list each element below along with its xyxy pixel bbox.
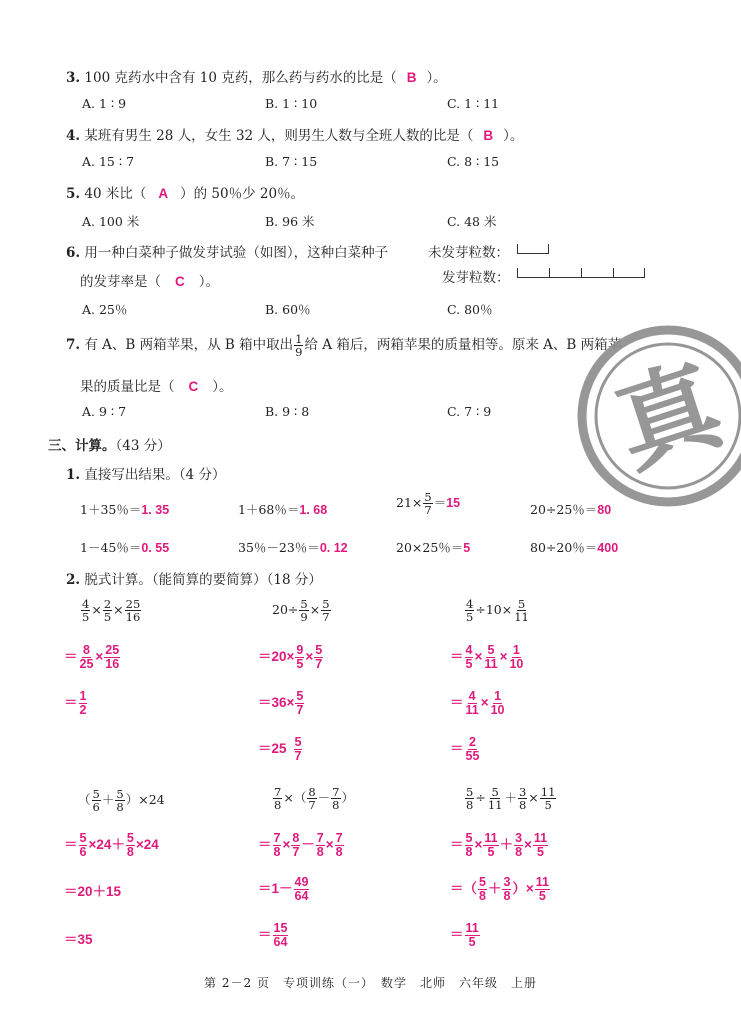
question-text-end: ）。 <box>503 128 524 144</box>
num: 5 <box>487 643 495 657</box>
calc-e-step-1 <box>258 832 345 859</box>
op: ＝ <box>450 741 464 757</box>
tick <box>581 268 582 277</box>
op: ） <box>341 790 355 806</box>
op: （ <box>463 881 477 897</box>
num: 5 <box>79 831 87 845</box>
question-text: 果的质量比是（ <box>80 379 175 395</box>
question-number: 7. <box>66 337 81 354</box>
option-b: B. 9 ∶ 8 <box>265 404 310 419</box>
num: 3 <box>503 875 511 889</box>
den: 7 <box>322 610 330 625</box>
expression: 21× <box>396 495 423 511</box>
question-6-line2 <box>80 270 219 290</box>
num: 20 <box>77 884 93 899</box>
den: 5 <box>468 935 476 950</box>
expression: 20÷25％＝ <box>530 502 598 517</box>
calc-d-step-3: ＝35 <box>64 932 93 947</box>
question-text: 100 克药水中含有 10 克药，那么药与药水的比是（ <box>84 70 397 86</box>
op: （ <box>78 792 91 808</box>
den: 8 <box>126 845 134 860</box>
num: 5 <box>296 689 304 703</box>
num: 4 <box>468 689 476 703</box>
op: ＝ <box>450 927 464 943</box>
option-b: B. 1 ∶ 10 <box>265 96 318 111</box>
den: 7 <box>292 845 300 860</box>
question-text-cont: 给 A 箱后，两箱苹果的质量相等。原来 A、B 两箱苹 <box>304 337 622 354</box>
num: 7 <box>335 831 343 845</box>
num: 15 <box>106 884 122 899</box>
op: × <box>91 602 102 618</box>
direct-item-2 <box>238 500 327 518</box>
question-7 <box>66 333 621 358</box>
direct-item-5 <box>80 538 169 556</box>
op: ＋ <box>499 837 514 853</box>
num: 11 <box>540 785 556 799</box>
part-heading: 直接写出结果。 <box>84 467 179 483</box>
question-5 <box>66 182 304 202</box>
direct-item-8 <box>530 538 618 556</box>
question-number: 4. <box>66 128 81 144</box>
direct-item-4 <box>530 500 611 518</box>
den: 8 <box>273 845 281 860</box>
expression: ＝ <box>433 495 447 511</box>
op: ＝ <box>64 695 78 711</box>
op: ＋ <box>92 884 107 899</box>
num: 11 <box>535 875 550 889</box>
op: ＝ <box>450 649 464 665</box>
option-a: A. 100 米 <box>82 214 140 229</box>
num: 25 <box>105 643 120 657</box>
den: 8 <box>515 845 523 860</box>
question-text: 的发芽率是（ <box>80 274 161 290</box>
fraction-denominator: 9 <box>295 345 303 360</box>
op: × <box>286 695 295 711</box>
op: × <box>95 649 104 665</box>
op: ＝ <box>450 837 464 853</box>
tick <box>517 244 518 253</box>
expression: 35％－23％＝ <box>238 540 320 555</box>
answer: 400 <box>597 541 619 555</box>
calc-b-step-1 <box>258 644 324 671</box>
op: × <box>480 695 489 711</box>
num: 1 <box>271 881 280 897</box>
den: 11 <box>484 657 498 672</box>
num: 24 <box>143 837 159 853</box>
op: × <box>283 790 294 806</box>
op: × <box>528 790 539 806</box>
op: ＝ <box>258 837 272 853</box>
op: × <box>305 649 314 665</box>
den: 16 <box>105 657 120 672</box>
den: 8 <box>332 798 340 813</box>
answer: B <box>406 70 417 85</box>
answer: 1. 35 <box>141 503 170 517</box>
expression: 20×25％＝ <box>396 540 464 555</box>
num: 24 <box>96 837 112 853</box>
op: ＝ <box>64 649 78 665</box>
num: 5 <box>300 597 308 611</box>
section-score: （43 分） <box>115 438 171 454</box>
calc-d-problem <box>78 788 165 813</box>
op: ＋ <box>111 837 125 853</box>
den: 64 <box>273 935 288 950</box>
den: 25 <box>79 657 94 672</box>
op: ÷ <box>287 602 299 618</box>
num: 5 <box>116 787 124 801</box>
op: ＝ <box>258 741 272 757</box>
option-a: A. 25％ <box>82 302 128 317</box>
num: 8 <box>308 785 316 799</box>
num: 5 <box>126 831 134 845</box>
answer: B <box>483 128 494 143</box>
num: 1 <box>79 689 87 703</box>
part-2-title <box>66 568 322 588</box>
num: 4 <box>465 643 473 657</box>
num: 1 <box>494 689 502 703</box>
op: × <box>524 837 532 853</box>
den: 8 <box>116 800 124 815</box>
op: × <box>325 837 334 853</box>
den: 11 <box>487 798 503 813</box>
tick <box>548 244 549 253</box>
num: 11 <box>533 831 548 845</box>
op: × <box>138 792 149 808</box>
num: 7 <box>274 785 282 799</box>
question-4 <box>66 124 523 144</box>
tick <box>613 268 614 277</box>
op: × <box>286 649 295 665</box>
den: 10 <box>509 657 524 672</box>
den: 16 <box>125 610 141 625</box>
den: 11 <box>465 703 479 718</box>
den: 8 <box>335 845 343 860</box>
op: ＋ <box>101 792 115 808</box>
germinated-bar <box>517 277 645 278</box>
answer: 80 <box>597 503 612 517</box>
label-germinated: 发芽粒数： <box>442 270 510 286</box>
op: × <box>501 602 513 618</box>
num: 25 <box>125 597 141 611</box>
op: × <box>499 649 508 665</box>
num: 3 <box>518 785 527 799</box>
answer: 0. 12 <box>319 541 348 555</box>
calc-e-step-3 <box>258 922 289 949</box>
num: 9 <box>296 643 304 657</box>
calc-c-step-3 <box>450 736 481 763</box>
question-text: 某班有男生 28 人，女生 32 人，则男生人数与全班人数的比是（ <box>84 128 474 144</box>
op: ＝ <box>450 695 464 711</box>
section-heading: 三、计算。 <box>48 438 116 454</box>
option-b: B. 96 米 <box>265 214 315 229</box>
den: 5 <box>296 657 304 672</box>
calc-a-step-1 <box>64 644 121 671</box>
num: 49 <box>294 875 309 889</box>
op: ＋ <box>487 881 502 897</box>
den: 5 <box>103 610 112 625</box>
num: 7 <box>273 831 281 845</box>
num: 8 <box>292 831 300 845</box>
question-number: 6. <box>66 245 81 261</box>
question-7-line2 <box>80 375 233 395</box>
num: 7 <box>316 831 324 845</box>
fraction-denominator: 7 <box>424 503 432 518</box>
den: 10 <box>490 703 505 718</box>
den: 2 <box>79 703 87 718</box>
part-score: （18 分） <box>266 572 322 588</box>
tick <box>517 268 518 277</box>
page-footer: 第 2－2 页 专项训练（一） 数学 北师 六年级 上册 <box>204 976 537 990</box>
calc-c-problem <box>464 598 531 623</box>
question-text-end: ）。 <box>426 70 447 86</box>
op: ＝ <box>258 927 272 943</box>
part-note: （能简算的要简算） <box>151 572 267 588</box>
calc-d-step-1 <box>64 832 159 859</box>
op: ＝ <box>258 695 272 711</box>
num: 20 <box>271 649 287 665</box>
num: 36 <box>271 695 287 711</box>
option-c: C. 80％ <box>447 302 493 317</box>
op: － <box>279 881 293 897</box>
part-heading: 脱式计算。 <box>84 572 152 588</box>
question-text-end: ）。 <box>198 274 219 290</box>
op: － <box>317 790 331 806</box>
num: 1 <box>512 643 520 657</box>
direct-item-3 <box>396 491 460 516</box>
num: 5 <box>479 875 486 889</box>
option-a: A. 15 ∶ 7 <box>82 154 135 169</box>
expression: 1＋68％＝ <box>238 502 300 517</box>
stamp-character: 真 <box>601 345 736 490</box>
num: 5 <box>92 787 100 801</box>
den: 8 <box>274 798 282 813</box>
part-1-title <box>66 463 226 483</box>
op: ＝ <box>258 649 272 665</box>
den: 8 <box>465 845 473 860</box>
op: × <box>88 837 97 853</box>
option-b: B. 7 ∶ 15 <box>265 154 318 169</box>
num: 20 <box>272 602 288 618</box>
den: 7 <box>308 798 316 813</box>
calc-d-step-2 <box>64 880 121 900</box>
answer: A <box>158 186 169 201</box>
num: 5 <box>315 643 323 657</box>
section-title <box>48 434 171 454</box>
den: 7 <box>294 749 302 764</box>
num: 5 <box>466 785 474 799</box>
den: 9 <box>300 610 308 625</box>
answer: 0. 55 <box>141 541 170 555</box>
op: ＝ <box>64 932 78 947</box>
num: 25 <box>271 741 287 757</box>
den: 6 <box>92 800 100 815</box>
calc-c-step-1 <box>450 644 525 671</box>
option-c: C. 1 ∶ 11 <box>447 96 500 111</box>
op: × <box>525 881 534 897</box>
calc-f-problem <box>464 786 557 811</box>
op: ＝ <box>258 881 272 897</box>
question-text: 用一种白菜种子做发芽试验（如图），这种白菜种子 <box>84 245 389 261</box>
num: 4 <box>466 597 474 611</box>
op: × <box>113 602 124 618</box>
den: 6 <box>79 845 87 860</box>
op: × <box>282 837 291 853</box>
option-a: A. 1 ∶ 9 <box>82 96 127 111</box>
den: 5 <box>544 798 552 813</box>
num: 15 <box>273 921 288 935</box>
num: 7 <box>332 785 340 799</box>
calc-f-step-1 <box>450 832 549 859</box>
option-c: C. 7 ∶ 9 <box>447 404 492 419</box>
question-6 <box>66 241 388 261</box>
num: 11 <box>465 921 479 935</box>
den: 5 <box>465 657 473 672</box>
expression: 1＋35％＝ <box>80 502 142 517</box>
num: 5 <box>491 785 499 799</box>
op: ＝ <box>64 884 78 899</box>
answer: 15 <box>446 496 461 511</box>
expression: 1－45％＝ <box>80 540 142 555</box>
calc-f-step-3 <box>450 922 481 949</box>
den: 7 <box>296 703 304 718</box>
den: 5 <box>82 610 90 625</box>
answer: 1. 68 <box>299 503 328 517</box>
num: 8 <box>82 643 90 657</box>
den: 8 <box>479 889 486 904</box>
tick <box>549 268 550 277</box>
den: 8 <box>503 889 511 904</box>
calc-e-problem <box>272 786 354 811</box>
option-c: C. 8 ∶ 15 <box>447 154 500 169</box>
direct-item-1 <box>80 500 169 518</box>
direct-item-6 <box>238 538 348 556</box>
op: － <box>301 837 315 853</box>
num: 2 <box>468 735 476 749</box>
den: 5 <box>487 845 495 860</box>
op: ＝ <box>450 881 464 897</box>
op: （ <box>293 790 307 806</box>
stamp-seal <box>572 320 741 512</box>
den: 8 <box>466 798 474 813</box>
question-number: 1. <box>66 467 81 483</box>
den: 5 <box>537 845 544 860</box>
question-number: 3. <box>66 70 81 86</box>
op: ） <box>512 881 526 897</box>
den: 7 <box>315 657 323 672</box>
question-3 <box>66 66 447 86</box>
expression: 80÷20％＝ <box>530 540 598 555</box>
num: 11 <box>484 831 498 845</box>
num: 5 <box>465 831 473 845</box>
question-text: 40 米比（ <box>84 186 147 202</box>
not-germinated-bar <box>517 253 549 254</box>
num: 5 <box>294 735 302 749</box>
calc-e-step-2 <box>258 876 310 903</box>
direct-item-7 <box>396 538 470 556</box>
den: 11 <box>514 610 529 625</box>
calc-a-step-2 <box>64 690 88 717</box>
num: 5 <box>322 597 330 611</box>
calc-a-problem <box>80 598 142 623</box>
question-text-end: ）。 <box>212 379 233 395</box>
calc-b-step-2 <box>258 690 305 717</box>
den: 55 <box>465 749 480 764</box>
part-score: （4 分） <box>178 467 226 483</box>
den: 8 <box>316 845 324 860</box>
num: 5 <box>517 597 526 611</box>
option-b: B. 60％ <box>265 302 311 317</box>
op: × <box>474 649 483 665</box>
tick <box>644 268 645 277</box>
op: × <box>474 837 483 853</box>
num: 3 <box>515 831 523 845</box>
num: 10 <box>485 602 502 618</box>
question-text-end: ）的 50％少 20％。 <box>180 186 305 202</box>
op: ÷ <box>475 602 486 618</box>
question-number: 2. <box>66 572 81 588</box>
den: 5 <box>538 889 546 904</box>
question-text: 有 A、B 两箱苹果，从 B 箱中取出 <box>84 337 294 354</box>
question-number: 5. <box>66 186 81 202</box>
calc-b-step-3 <box>258 736 303 763</box>
label-not-germinated: 未发芽粒数： <box>428 245 509 261</box>
option-c: C. 48 米 <box>447 214 497 229</box>
num: 4 <box>82 597 90 611</box>
den: 5 <box>466 610 474 625</box>
num: 24 <box>148 792 165 808</box>
op: × <box>309 602 321 618</box>
op: ＋ <box>504 790 517 806</box>
den: 64 <box>294 889 309 904</box>
calc-c-step-2 <box>450 690 507 717</box>
calc-f-step-2 <box>450 876 551 903</box>
answer: C <box>175 274 185 289</box>
op: ÷ <box>475 790 486 806</box>
fraction-numerator: 5 <box>424 490 432 504</box>
fraction-numerator: 1 <box>295 332 303 346</box>
calc-b-problem <box>272 598 332 623</box>
answer: C <box>188 379 199 394</box>
option-a: A. 9 ∶ 7 <box>82 404 127 419</box>
op: ＝ <box>64 837 78 853</box>
den: 8 <box>518 798 527 813</box>
op: × <box>135 837 144 853</box>
op: ） <box>125 792 139 808</box>
num: 2 <box>103 597 112 611</box>
answer: 5 <box>463 541 471 555</box>
